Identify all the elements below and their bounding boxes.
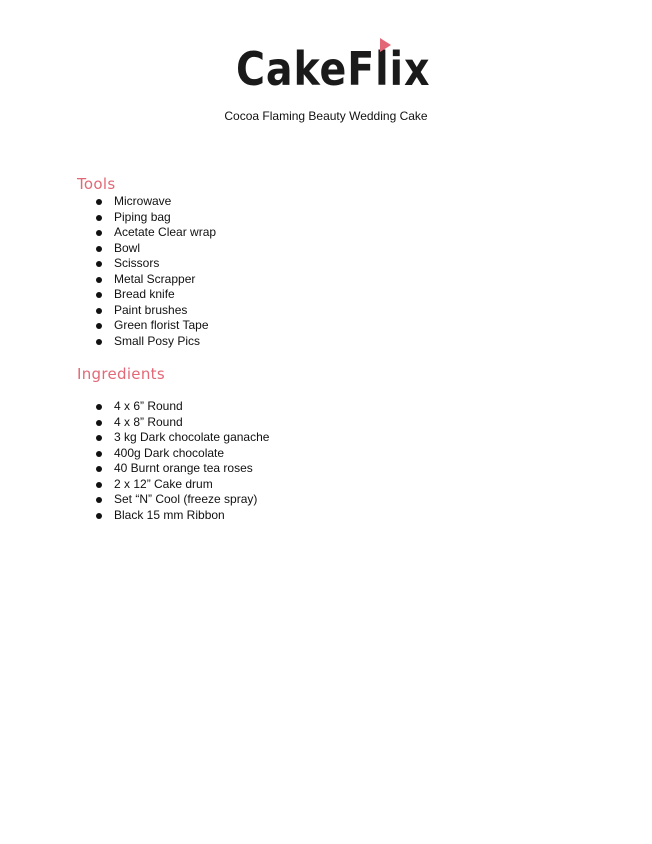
list-item: 4 x 8” Round [95,415,269,431]
bullet-icon [96,292,102,298]
bullet-icon [96,323,102,329]
list-item: Set “N” Cool (freeze spray) [95,492,269,508]
bullet-icon [96,420,102,426]
bullet-icon [96,482,102,488]
list-item: 40 Burnt orange tea roses [95,461,269,477]
bullet-icon [96,466,102,472]
logo-wordmark: CakeFlix [236,42,431,96]
document-title: Cocoa Flaming Beauty Wedding Cake [224,109,428,123]
list-item: Bread knife [95,287,216,303]
list-item: Microwave [95,194,216,210]
bullet-icon [96,435,102,441]
list-item: Black 15 mm Ribbon [95,508,269,524]
list-item: Small Posy Pics [95,334,216,350]
bullet-icon [96,404,102,410]
ingredients-heading: Ingredients [77,365,165,383]
list-item: Metal Scrapper [95,272,216,288]
bullet-icon [96,308,102,314]
list-item: Green florist Tape [95,318,216,334]
bullet-icon [96,261,102,267]
list-item: 400g Dark chocolate [95,446,269,462]
list-item: Acetate Clear wrap [95,225,216,241]
list-item: 2 x 12” Cake drum [95,477,269,493]
ingredients-list [95,399,269,523]
tools-heading: Tools [77,175,116,193]
play-triangle-icon [380,38,391,52]
bullet-icon [96,497,102,503]
bullet-icon [96,339,102,345]
list-item: Scissors [95,256,216,272]
list-item: 4 x 6” Round [95,399,269,415]
list-item: Bowl [95,241,216,257]
bullet-icon [96,451,102,457]
list-item: Piping bag [95,210,216,226]
list-item: Paint brushes [95,303,216,319]
tools-list [95,194,216,349]
bullet-icon [96,277,102,283]
bullet-icon [96,199,102,205]
cakeflix-logo [236,36,462,96]
bullet-icon [96,513,102,519]
bullet-icon [96,246,102,252]
bullet-icon [96,230,102,236]
bullet-icon [96,215,102,221]
list-item: 3 kg Dark chocolate ganache [95,430,269,446]
